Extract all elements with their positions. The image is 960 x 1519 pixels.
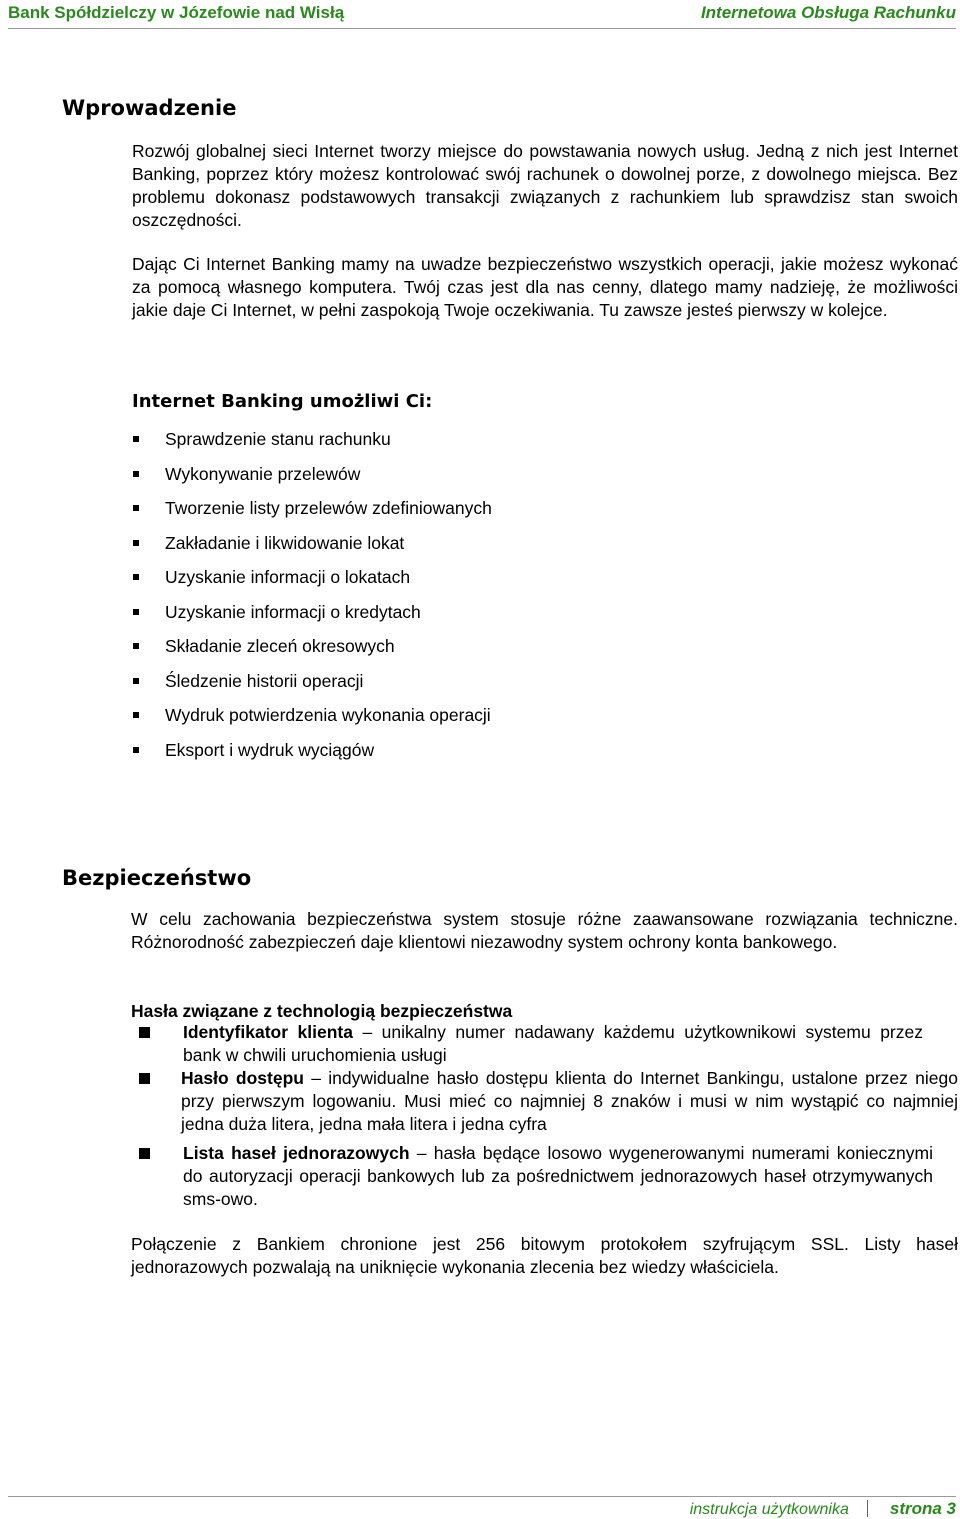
security-heading: Bezpieczeństwo [62, 866, 252, 890]
intro-heading: Wprowadzenie [62, 96, 237, 120]
passwords-title: Hasła związane z technologią bezpieczeństwa [131, 1001, 513, 1021]
square-bullet-icon [133, 505, 139, 511]
term-description: unikalny numer nadawany każdemu użytkownikowi systemu przez bank w chwili uruchomienia usługi [183, 1022, 923, 1065]
list-item: Eksport i wydruk wyciągów [133, 736, 492, 771]
term-description: hasła będące losowo wygenerowanymi numerami koniecznymi do autoryzacji operacji bankowych lub za pośrednictwem jednorazowych haseł otrzymywanych sms-owo. [183, 1143, 933, 1209]
list-item: Tworzenie listy przelewów zdefiniowanych [133, 494, 492, 529]
square-bullet-icon [133, 540, 139, 546]
page-number: strona 3 [889, 1499, 956, 1518]
list-item: Uzyskanie informacji o kredytach [133, 598, 492, 633]
term-label: Lista haseł jednorazowych [183, 1143, 410, 1163]
list-item: Sprawdzenie stanu rachunku [133, 425, 492, 460]
footer-divider [867, 1500, 868, 1517]
square-bullet-icon [133, 643, 139, 649]
square-bullet-icon [133, 609, 139, 615]
list-item: Uzyskanie informacji o lokatach [133, 563, 492, 598]
list-item: Składanie zleceń okresowych [133, 632, 492, 667]
square-bullet-icon [133, 436, 139, 442]
features-title: Internet Banking umożliwi Ci: [132, 391, 433, 412]
bank-name: Bank Spółdzielczy w Józefowie nad Wisłą [8, 3, 345, 22]
security-paragraph-2: Połączenie z Bankiem chronione jest 256 bitowym protokołem szyfrującym SSL. Listy haseł jednorazowych pozwalają na uniknięcie wykonania zlecenia bez wiedzy właściciela. [131, 1234, 958, 1277]
list-item: Wykonywanie przelewów [133, 460, 492, 495]
square-bullet-icon [133, 678, 139, 684]
square-bullet-icon [133, 747, 139, 753]
list-item: Śledzenie historii operacji [133, 667, 492, 702]
security-paragraph-1: W celu zachowania bezpieczeństwa system stosuje różne zaawansowane rozwiązania techniczne. Różnorodność zabezpieczeń daje klientowi niezawodny system ochrony konta bankowego. [131, 909, 958, 952]
square-bullet-icon [133, 471, 139, 477]
term-description: indywidualne hasło dostępu klienta do Internet Bankingu, ustalone przez niego przy pierwszym logowaniu. Musi mieć co najmniej 8 znaków i musi w nim wystąpić co najmniej jedna duża litera, jedna mała litera i jedna cyfra [181, 1068, 958, 1134]
page-footer [8, 1496, 956, 1518]
square-bullet-icon [139, 1148, 150, 1159]
footer-doc-label: instrukcja użytkownika [689, 1501, 849, 1518]
term-label: Hasło dostępu [181, 1068, 304, 1088]
document-title: Internetowa Obsługa Rachunku [700, 3, 956, 22]
list-item: Wydruk potwierdzenia wykonania operacji [133, 701, 492, 736]
intro-paragraph-2: Dając Ci Internet Banking mamy na uwadze bezpieczeństwo wszystkich operacji, jakie możesz wykonać za pomocą własnego komputera. Twój czas jest dla nas cenny, dlatego mamy nadzieję, że możliwości jakie daje Ci Internet, w pełni zaspokoją Twoje oczekiwania. Tu zawsze jesteś pierwszy w kolejce. [132, 254, 958, 320]
square-bullet-icon [133, 712, 139, 718]
list-item: Zakładanie i likwidowanie lokat [133, 529, 492, 564]
page-header [8, 0, 956, 29]
square-bullet-icon [139, 1027, 150, 1038]
intro-paragraph-1: Rozwój globalnej sieci Internet tworzy miejsce do powstawania nowych usług. Jedną z nich jest Internet Banking, poprzez który możesz kontrolować swój rachunek o dowolnej porze, z dowolnego miejsca. Bez problemu dokonasz podstawowych transakcji związanych z rachunkiem lub sprawdzisz stan swoich oszczędności. [132, 141, 958, 230]
features-list [133, 425, 492, 770]
term-label: Identyfikator klienta [183, 1022, 353, 1042]
square-bullet-icon [133, 574, 139, 580]
square-bullet-icon [139, 1073, 150, 1084]
